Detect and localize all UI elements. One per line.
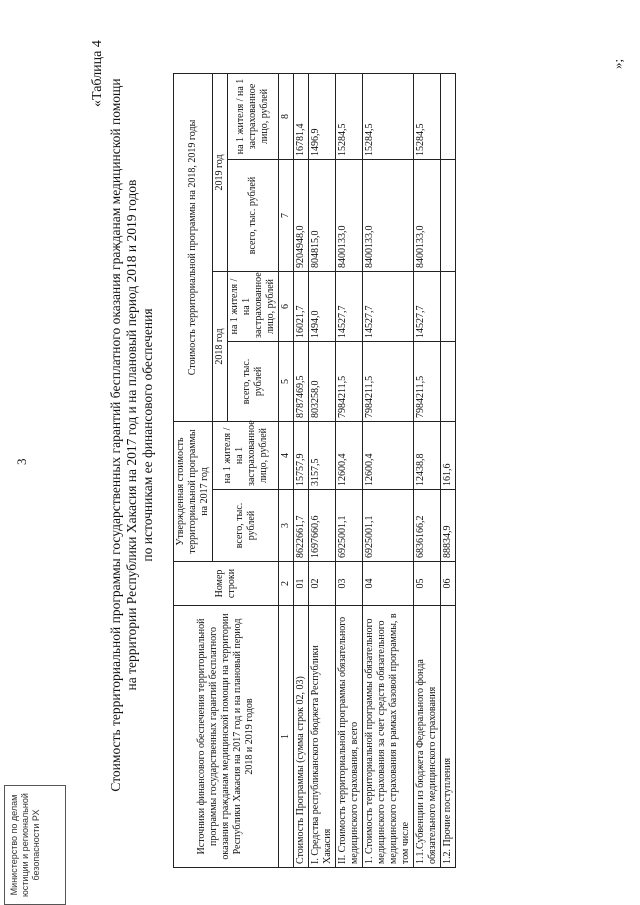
table-label: «Таблица 4 [90,40,105,107]
col-number: 8 [279,73,294,159]
row-line-number: 06 [441,562,456,606]
col-number: 4 [279,421,294,489]
header-total-2017: всего, тыс. рублей [213,490,279,562]
cell-value: 8787469,5 [294,341,309,421]
cell-value: 8622661,7 [294,490,309,562]
cell-value: 1494,0 [309,271,336,341]
col-number: 6 [279,271,294,341]
table-row [363,73,414,867]
cell-value: 8400133,0 [363,159,414,271]
table-row [294,73,309,867]
cell-value: 14527,7 [336,271,363,341]
row-source: 1.2. Прочие поступления [441,606,456,868]
stamp-line-1: Министерство по делам [9,794,19,896]
cell-value: 803258,0 [309,341,336,421]
row-line-number: 02 [309,562,336,606]
table-row [309,73,336,867]
cell-value: 804815,0 [309,159,336,271]
cell-value [441,73,456,159]
header-line-number: Номер строки [174,562,279,606]
cell-value: 14527,7 [414,271,441,341]
row-line-number: 01 [294,562,309,606]
cell-value [441,341,456,421]
cell-value [441,159,456,271]
table-row [336,73,363,867]
stamp-line-3: безопасности РХ [31,809,41,881]
header-source: Источники финансового обеспечения территориальной программы государственных гарантий бесплатного оказания гражданам медицинской помощи на территории Республики Хакасия на 2017 год и на плановый период 2018 и 2019 годов [174,606,279,868]
registration-stamp [4,785,66,905]
row-source: I. Средства республиканского бюджета Республики Хакасия [309,606,336,868]
cell-value: 3157,5 [309,421,336,489]
document-heading [108,5,156,865]
row-line-number: 03 [336,562,363,606]
header-total-2018: всего, тыс. рублей [228,341,279,421]
cell-value: 8400133,0 [336,159,363,271]
heading-line-1: Стоимость территориальной программы государственных гарантий бесплатного оказания гражданам медицинской помощи [108,78,123,792]
row-source: Стоимость Программы (сумма строк 02, 03) [294,606,309,868]
cell-value: 16021,7 [294,271,309,341]
cell-value: 16781,4 [294,73,309,159]
cell-value: 7984211,5 [363,341,414,421]
cell-value: 12600,4 [363,421,414,489]
header-total-2019: всего, тыс. рублей [228,159,279,271]
cell-value [441,271,456,341]
cell-value: 15284,5 [414,73,441,159]
cell-value: 6925001,1 [336,490,363,562]
column-number-row [279,73,294,867]
closing-quote-mark: »; [610,58,625,69]
cell-value: 8400133,0 [414,159,441,271]
col-number: 5 [279,341,294,421]
cell-value: 161,6 [441,421,456,489]
cell-value: 15284,5 [336,73,363,159]
col-number: 1 [279,606,294,868]
cell-value: 9204948,0 [294,159,309,271]
header-approved-2017: Утвержденная стоимость территориальной программы на 2017 год [174,421,213,561]
col-number: 3 [279,490,294,562]
table-row [414,73,441,867]
col-number: 7 [279,159,294,271]
row-source: 1. Стоимость территориальной программы обязательного медицинского страхования за счет средств обязательного медицинского страхования в рамках базовой программы, в том числе [363,606,414,868]
header-planned-2018-2019: Стоимость территориальной программы на 2018, 2019 годы [174,73,213,421]
cell-value: 14527,7 [363,271,414,341]
header-per-insured-2018: на 1 жителя / на 1 застрахованное лицо, рублей [228,271,279,341]
page-number: 3 [14,458,29,465]
cell-value: 1496,9 [309,73,336,159]
header-per-insured-2017: на 1 жителя / на 1 застрахованное лицо, рублей [213,421,279,489]
stamp-line-2: юстиции и региональной [20,793,30,897]
table-row [441,73,456,867]
row-source: 1.1.Субвенции из бюджета Федерального фонда обязательного медицинского страхования [414,606,441,868]
cell-value: 88834,9 [441,490,456,562]
cell-value: 6925001,1 [363,490,414,562]
cell-value: 15284,5 [363,73,414,159]
cell-value: 12438,8 [414,421,441,489]
cell-value: 15757,9 [294,421,309,489]
row-line-number: 04 [363,562,414,606]
cell-value: 6836166,2 [414,490,441,562]
cell-value: 7984211,5 [336,341,363,421]
heading-line-2: на территории Республики Хакасия на 2017 год и на плановый период 2018 и 2019 годов [124,179,139,691]
row-source: II. Стоимость территориальной программы обязательного медицинского страхования, всего [336,606,363,868]
heading-line-3: по источникам ее финансового обеспечения [140,308,155,562]
row-line-number: 05 [414,562,441,606]
cell-value: 12600,4 [336,421,363,489]
header-year-2018: 2018 год [213,271,228,421]
cell-value: 1697660,6 [309,490,336,562]
header-per-insured-2019: на 1 жителя / на 1 застрахованное лицо, рублей [228,73,279,159]
program-cost-table [173,73,456,868]
cell-value: 7984211,5 [414,341,441,421]
col-number: 2 [279,562,294,606]
header-year-2019: 2019 год [213,73,228,271]
